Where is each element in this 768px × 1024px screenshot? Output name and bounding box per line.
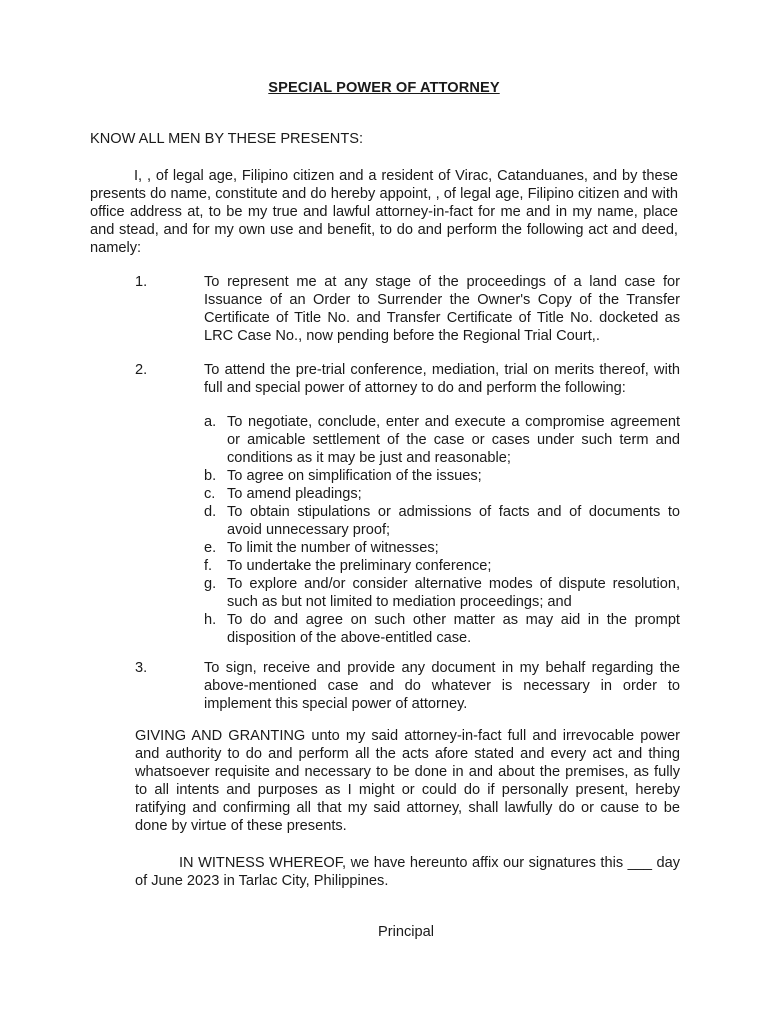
intro-paragraph: I, , of legal age, Filipino citizen and a resident of Virac, Catanduanes, and by these presents do name, constitute and do hereby appoint, , of legal age, Filipino citizen and with office address at, to be my true and lawful attorney-in-fact for me and in my name, place and stead, and for my own use and benefit, to do and perform the following act and deed, namely: [90, 168, 678, 256]
list-letter: d. [204, 504, 217, 520]
list-item-text: To do and agree on such other matter as may aid in the prompt disposition of the above-entitled case. [227, 612, 680, 646]
list-letter: f. [204, 558, 213, 574]
list-item [204, 467, 680, 485]
signature-label: Principal [378, 924, 434, 940]
document-title: SPECIAL POWER OF ATTORNEY [268, 80, 500, 96]
list-letter: b. [204, 468, 217, 484]
list-letter: g. [204, 576, 217, 592]
list-item [204, 485, 680, 503]
list-letter: h. [204, 612, 217, 628]
item-number: 1. [135, 274, 148, 290]
list-item [204, 503, 680, 539]
list-letter: c. [204, 486, 216, 502]
list-item [204, 557, 680, 575]
list-item [204, 413, 680, 467]
list-letter: a. [204, 414, 217, 430]
item-number: 3. [135, 660, 148, 676]
list-letter: e. [204, 540, 217, 556]
list-item-text: To undertake the preliminary conference; [227, 558, 492, 574]
list-item-text: To agree on simplification of the issues; [227, 468, 482, 484]
powers-sublist [204, 413, 680, 647]
list-item-text: To obtain stipulations or admissions of facts and of documents to avoid unnecessary proof; [227, 504, 680, 538]
list-item-text: To negotiate, conclude, enter and execute a compromise agreement or amicable settlement of the case or cases under such term and conditions as it may be just and reasonable; [227, 414, 680, 466]
list-item-text: To explore and/or consider alternative modes of dispute resolution, such as but not limited to mediation proceedings; and [227, 576, 680, 610]
salutation: KNOW ALL MEN BY THESE PRESENTS: [90, 131, 364, 147]
list-item-text: To amend pleadings; [227, 486, 362, 502]
list-item [204, 575, 680, 611]
list-item-text: To limit the number of witnesses; [227, 540, 439, 556]
witness-paragraph: IN WITNESS WHEREOF, we have hereunto affix our signatures this ___ day of June 2023 in Tarlac City, Philippines. [135, 855, 680, 889]
item-number: 2. [135, 362, 148, 378]
list-item [204, 539, 680, 557]
item-text: To attend the pre-trial conference, mediation, trial on merits thereof, with full and special power of attorney to do and perform the following: [204, 362, 680, 396]
list-item [204, 611, 680, 647]
giving-granting-paragraph: GIVING AND GRANTING unto my said attorney-in-fact full and irrevocable power and authority to do and perform all the acts afore stated and every act and thing whatsoever requisite and necessary to be done in and about the premises, as fully to all intents and purposes as I might or could do if personally present, hereby ratifying and confirming all that my said attorney, shall lawfully do or cause to be done by virtue of these presents. [135, 728, 680, 834]
item-text: To sign, receive and provide any document in my behalf regarding the above-mentioned case and do whatever is necessary in order to implement this special power of attorney. [204, 660, 680, 712]
item-text: To represent me at any stage of the proceedings of a land case for Issuance of an Order to Surrender the Owner's Copy of the Transfer Certificate of Title No. and Transfer Certificate of Title No. docketed as LRC Case No., now pending before the Regional Trial Court,. [204, 274, 680, 344]
